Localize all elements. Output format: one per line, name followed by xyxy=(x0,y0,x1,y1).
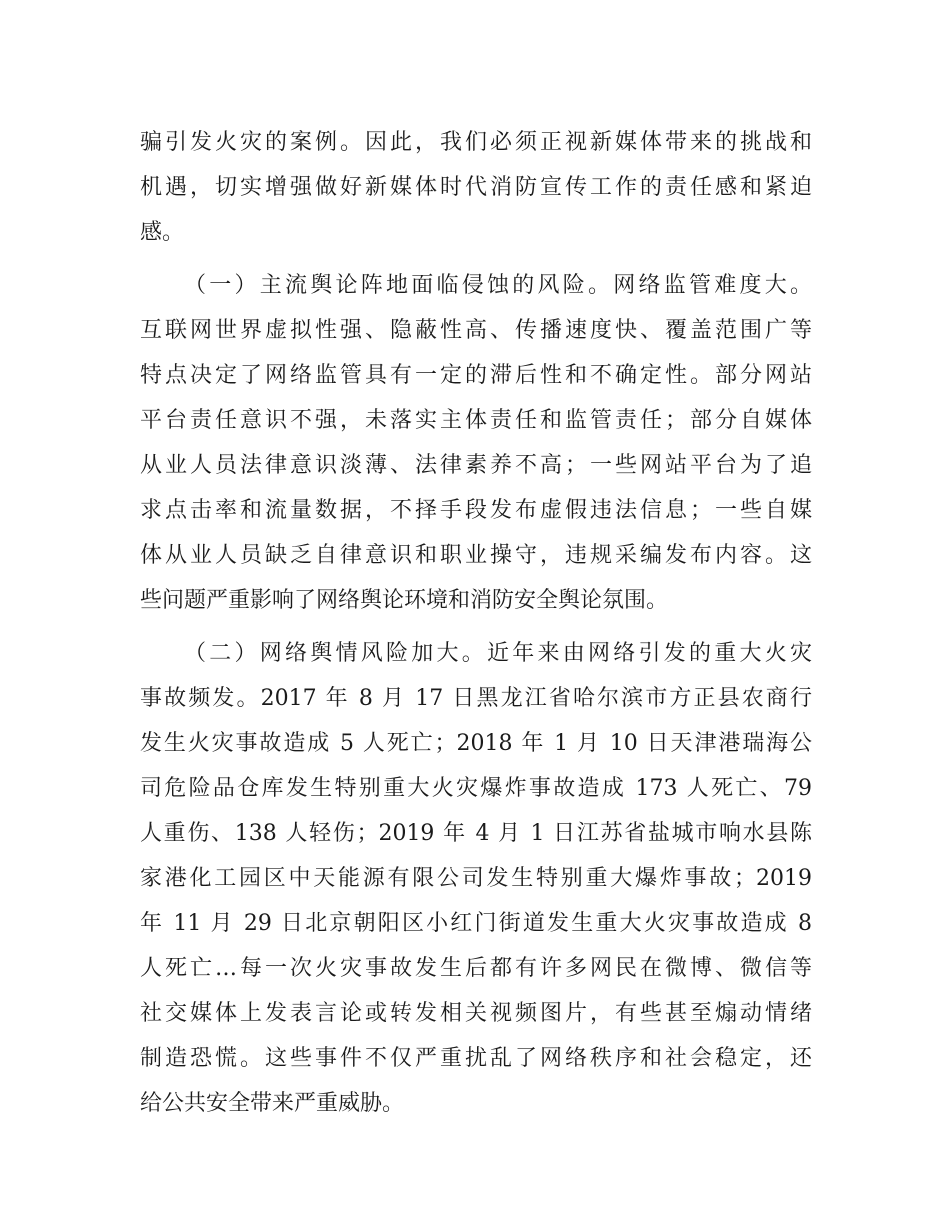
text-line: 给公共安全带来严重威胁。 xyxy=(140,1091,405,1116)
text-line: 人死亡…每一次火灾事故发生后都有许多网民在微博、微信等 xyxy=(140,956,812,981)
paragraph-intro-tail xyxy=(140,120,812,255)
text-line: 平台责任意识不强，未落实主体责任和监管责任；部分自媒体 xyxy=(140,408,812,433)
text-line: 社交媒体上发表言论或转发相关视频图片，有些甚至煽动情绪 xyxy=(140,1001,812,1026)
section-heading-line: （二）网络舆情风险加大。近年来由网络引发的重大火灾 xyxy=(184,641,812,666)
text-line: 特点决定了网络监管具有一定的滞后性和不确定性。部分网站 xyxy=(140,363,812,388)
text-line: 从业人员法律意识淡薄、法律素养不高；一些网站平台为了追 xyxy=(140,453,812,478)
paragraph-spacer xyxy=(140,623,812,631)
text-line: 制造恐慌。这些事件不仅严重扰乱了网络秩序和社会稳定，还 xyxy=(140,1046,812,1071)
text-line: 求点击率和流量数据，不择手段发布虚假违法信息；一些自媒 xyxy=(140,498,812,523)
text-line: 机遇，切实增强做好新媒体时代消防宣传工作的责任感和紧迫 xyxy=(140,175,812,200)
text-line: 家港化工园区中天能源有限公司发生特别重大爆炸事故；2019 xyxy=(140,866,812,891)
text-line: 年 11 月 29 日北京朝阳区小红门街道发生重大火灾事故造成 8 xyxy=(140,911,812,936)
text-line: 感。 xyxy=(140,220,185,245)
paragraph-section-1 xyxy=(140,263,812,623)
text-line: 人重伤、138 人轻伤；2019 年 4 月 1 日江苏省盐城市响水县陈 xyxy=(140,821,812,846)
text-line: 些问题严重影响了网络舆论环境和消防安全舆论氛围。 xyxy=(140,588,669,613)
text-line: 司危险品仓库发生特别重大火灾爆炸事故造成 173 人死亡、79 xyxy=(140,776,812,801)
text-line: 骗引发火灾的案例。因此，我们必须正视新媒体带来的挑战和 xyxy=(140,130,812,155)
text-line: 互联网世界虚拟性强、隐蔽性高、传播速度快、覆盖范围广等 xyxy=(140,318,812,343)
section-heading-line: （一）主流舆论阵地面临侵蚀的风险。网络监管难度大。 xyxy=(184,273,812,298)
paragraph-section-2 xyxy=(140,631,812,1126)
text-line: 体从业人员缺乏自律意识和职业操守，违规采编发布内容。这 xyxy=(140,543,812,568)
document-body xyxy=(140,120,812,1126)
text-line: 事故频发。2017 年 8 月 17 日黑龙江省哈尔滨市方正县农商行 xyxy=(140,686,812,711)
paragraph-spacer xyxy=(140,255,812,263)
text-line: 发生火灾事故造成 5 人死亡；2018 年 1 月 10 日天津港瑞海公 xyxy=(140,731,812,756)
